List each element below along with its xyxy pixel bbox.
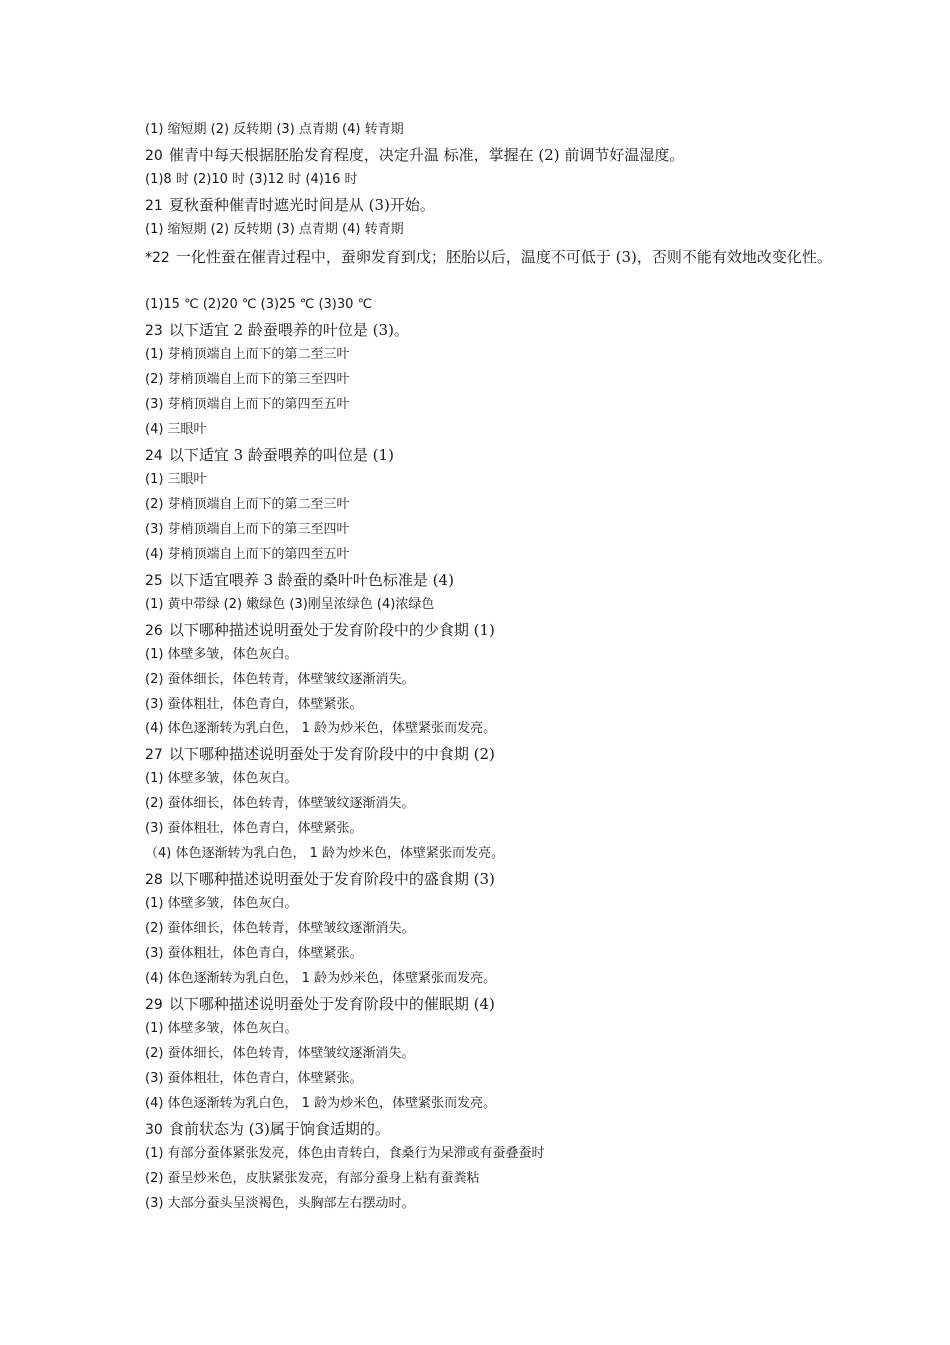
option-line: (1) 黄中带绿 (2) 嫩绿色 (3)刚呈浓绿色 (4)浓绿色 — [145, 597, 435, 612]
question-20 — [145, 146, 860, 165]
option-line: (3) 蚕体粗壮，体色青白，体壁紧张。 — [145, 946, 363, 961]
question-text: 以下哪种描述说明蚕处于发育阶段中的催眠期 (4) — [168, 995, 495, 1013]
option-line: (4) 体色逐渐转为乳白色， 1 龄为炒米色，体壁紧张而发亮。 — [145, 721, 497, 736]
question-text: 以下适宜喂养 3 龄蚕的桑叶叶色标准是 (4) — [168, 571, 454, 589]
question-text: 夏秋蚕种催青时遮光时间是从 (3)开始。 — [168, 196, 435, 214]
option-line: (3) 蚕体粗壮，体色青白，体壁紧张。 — [145, 821, 363, 836]
question-number: 25 — [145, 573, 163, 589]
question-number: 26 — [145, 623, 163, 639]
question-28 — [145, 870, 860, 889]
option-line: (2) 蚕体细长，体色转青，体壁皱纹逐渐消失。 — [145, 921, 415, 936]
question-25 — [145, 571, 860, 590]
question-22 — [145, 245, 860, 270]
option-line: (1)8 时 (2)10 时 (3)12 时 (4)16 时 — [145, 172, 358, 187]
question-number: 29 — [145, 997, 163, 1013]
option-line: (4) 体色逐渐转为乳白色， 1 龄为炒米色，体壁紧张而发亮。 — [145, 1096, 497, 1111]
question-number: 30 — [145, 1122, 163, 1138]
option-line: (3) 蚕体粗壮，体色青白，体壁紧张。 — [145, 697, 363, 712]
question-text: 催青中每天根据胚胎发育程度，决定升温 标准，掌握在 (2) 前调节好温湿度。 — [168, 146, 685, 164]
question-30 — [145, 1120, 860, 1139]
option-line: (4) 三眼叶 — [145, 422, 207, 437]
option-line: （4) 体色逐渐转为乳白色， 1 龄为炒米色，体壁紧张而发亮。 — [145, 846, 505, 861]
option-line: (2) 蚕呈炒米色，皮肤紧张发亮，有部分蚕身上粘有蚕粪粘 — [145, 1171, 480, 1186]
question-text: 食前状态为 (3)属于饷食适期的。 — [168, 1120, 390, 1138]
option-line: (2) 蚕体细长，体色转青，体壁皱纹逐渐消失。 — [145, 796, 415, 811]
option-line: (1)15 ℃ (2)20 ℃ (3)25 ℃ (3)30 ℃ — [145, 297, 373, 312]
option-line: (1) 缩短期 (2) 反转期 (3) 点青期 (4) 转青期 — [145, 122, 404, 137]
question-text: 以下适宜 2 龄蚕喂养的叶位是 (3)。 — [168, 321, 409, 339]
question-text: 一化性蚕在催青过程中，蚕卵发育到戊；胚胎以后，温度不可低于 (3)，否则不能有效地改变化性。 — [175, 248, 832, 266]
option-line: (1) 有部分蚕体紧张发亮，体色由青转白，食桑行为呆滞或有蚕叠蚕时 — [145, 1146, 545, 1161]
option-line: (2) 蚕体细长，体色转青，体壁皱纹逐渐消失。 — [145, 672, 415, 687]
question-number: 20 — [145, 148, 163, 164]
option-line: (2) 芽梢顶端自上而下的第二至三叶 — [145, 497, 350, 512]
option-line: (1) 三眼叶 — [145, 472, 207, 487]
question-26 — [145, 621, 860, 640]
option-line: (2) 蚕体细长，体色转青，体壁皱纹逐渐消失。 — [145, 1046, 415, 1061]
option-line: (4) 体色逐渐转为乳白色， 1 龄为炒米色，体壁紧张而发亮。 — [145, 971, 497, 986]
option-line: (3) 蚕体粗壮，体色青白，体壁紧张。 — [145, 1071, 363, 1086]
question-text: 以下哪种描述说明蚕处于发育阶段中的中食期 (2) — [168, 745, 495, 763]
option-line: (3) 芽梢顶端自上而下的第三至四叶 — [145, 522, 350, 537]
question-27 — [145, 745, 860, 764]
option-line: (1) 芽梢顶端自上而下的第二至三叶 — [145, 347, 350, 362]
question-number: 28 — [145, 872, 163, 888]
option-line: (1) 缩短期 (2) 反转期 (3) 点青期 (4) 转青期 — [145, 222, 404, 237]
option-line: (1) 体壁多皱，体色灰白。 — [145, 1021, 298, 1036]
question-24 — [145, 446, 860, 465]
option-line: (1) 体壁多皱，体色灰白。 — [145, 771, 298, 786]
question-21 — [145, 196, 860, 215]
question-29 — [145, 995, 860, 1014]
option-line: (3) 芽梢顶端自上而下的第四至五叶 — [145, 397, 350, 412]
option-line: (1) 体壁多皱，体色灰白。 — [145, 896, 298, 911]
question-23 — [145, 321, 860, 340]
question-text: 以下适宜 3 龄蚕喂养的叫位是 (1) — [168, 446, 394, 464]
question-text: 以下哪种描述说明蚕处于发育阶段中的盛食期 (3) — [168, 870, 495, 888]
option-line: (3) 大部分蚕头呈淡褐色，头胸部左右摆动时。 — [145, 1196, 415, 1211]
option-line: (4) 芽梢顶端自上而下的第四至五叶 — [145, 547, 350, 562]
option-line: (2) 芽梢顶端自上而下的第三至四叶 — [145, 372, 350, 387]
question-number: 21 — [145, 198, 163, 214]
question-number: 24 — [145, 448, 163, 464]
question-number: 23 — [145, 323, 163, 339]
option-line: (1) 体壁多皱，体色灰白。 — [145, 647, 298, 662]
question-number: *22 — [145, 250, 170, 266]
question-number: 27 — [145, 747, 163, 763]
question-text: 以下哪种描述说明蚕处于发育阶段中的少食期 (1) — [168, 621, 495, 639]
